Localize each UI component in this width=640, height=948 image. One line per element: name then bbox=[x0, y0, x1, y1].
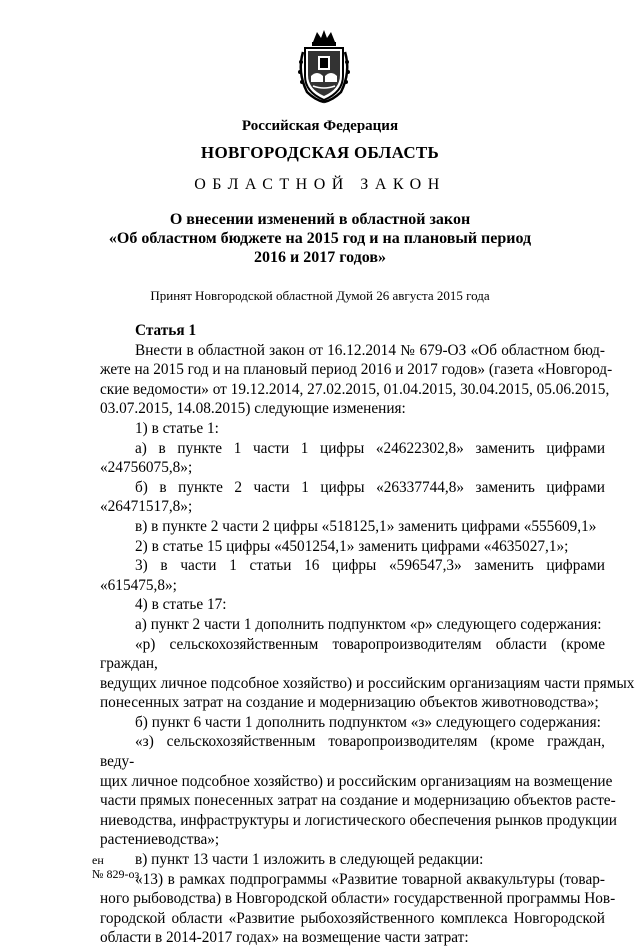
law-title-line: «Об областном бюджете на 2015 год и на плановый период bbox=[108, 230, 532, 247]
intro-line: жете на 2015 год и на плановый период 2016 и 2017 годов» (газета «Новгород- bbox=[100, 361, 613, 379]
list-item: 4) в статье 17: bbox=[135, 596, 227, 614]
list-item: 1) в статье 1: bbox=[135, 419, 219, 437]
list-item: 2) в статье 15 цифры «4501254,1» заменить цифрами «4635027,1»; bbox=[135, 537, 569, 555]
intro-line: ские ведомости» от 19.12.2014, 27.02.2015, 01.04.2015, 30.04.2015, 05.06.2015, bbox=[100, 380, 610, 398]
subitem-line: «13) в рамках подпрограммы «Развитие товарной аквакультуры (товар- bbox=[135, 870, 605, 888]
subitem-line: растениеводства»; bbox=[100, 831, 220, 849]
list-item: в) пункт 13 части 1 изложить в следующей редакции: bbox=[135, 851, 484, 869]
list-item: а) пункт 2 части 1 дополнить подпунктом «р» следующего содержания: bbox=[135, 615, 602, 633]
subitem-line: части прямых понесенных затрат на создание и модернизацию объектов расте- bbox=[100, 792, 616, 810]
region-heading: НОВГОРОДСКАЯ ОБЛАСТЬ bbox=[200, 143, 440, 162]
law-title-line: 2016 и 2017 годов» bbox=[254, 249, 386, 266]
law-title-line: О внесении изменений в областной закон bbox=[169, 211, 471, 228]
footer-doc-number: № 829-оз bbox=[92, 867, 140, 881]
footer-initials: ен bbox=[92, 853, 104, 867]
subitem-z bbox=[100, 732, 617, 850]
article-body bbox=[100, 321, 635, 948]
subitem-line: ного рыбоводства) в Новгородской области» государственной программы Нов- bbox=[100, 890, 616, 908]
subitem-r bbox=[100, 635, 635, 713]
subitem-line: городской области «Развитие рыбохозяйственного комплекса Новгородской bbox=[100, 909, 605, 927]
adoption-note: Принят Новгородской областной Думой 26 августа 2015 года bbox=[150, 288, 490, 303]
subitem-line: ведущих личное подсобное хозяйство) и российским организациям части прямых bbox=[100, 674, 635, 692]
list-item: а) в пункте 1 части 1 цифры «24622302,8» заменить цифрами «24756075,8»; bbox=[100, 439, 605, 477]
list-item: 3) в части 1 статьи 16 цифры «596547,3» заменить цифрами «615475,8»; bbox=[100, 557, 605, 594]
subitem-13 bbox=[100, 870, 616, 948]
subitem-line: щих личное подсобное хозяйство) и российским организациям на возмещение bbox=[100, 772, 613, 790]
doc-type-heading: ОБЛАСТНОЙ ЗАКОН bbox=[194, 176, 446, 193]
subitem-line: понесенных затрат на создание и модернизацию объектов животноводства»; bbox=[100, 694, 599, 712]
list-item: б) пункт 6 части 1 дополнить подпунктом «з» следующего содержания: bbox=[135, 713, 601, 731]
article-heading: Статья 1 bbox=[135, 322, 197, 339]
document-footer bbox=[92, 853, 139, 881]
subitem-line: ниеводства, инфраструктуры и логистического обеспечения рынков продукции bbox=[100, 811, 617, 829]
law-title bbox=[0, 210, 640, 267]
list-item: б) в пункте 2 части 1 цифры «26337744,8» заменить цифрами «26471517,8»; bbox=[100, 478, 605, 516]
federation-heading: Российская Федерация bbox=[241, 118, 399, 134]
subitem-line: области в 2014-2017 годах» на возмещение части затрат: bbox=[100, 929, 469, 947]
coat-of-arms-emblem bbox=[293, 28, 355, 104]
article-intro bbox=[100, 341, 613, 419]
subitem-line: «з) сельскохозяйственным товаропроизводителям (кроме граждан, веду- bbox=[100, 733, 605, 771]
list-item: в) в пункте 2 части 2 цифры «518125,1» заменить цифрами «555609,1» bbox=[135, 517, 597, 535]
intro-line: Внести в областной закон от 16.12.2014 № 679-ОЗ «Об областном бюд- bbox=[135, 341, 605, 359]
intro-line: 03.07.2015, 14.08.2015) следующие изменения: bbox=[100, 400, 406, 418]
subitem-line: «р) сельскохозяйственным товаропроизводителям области (кроме граждан, bbox=[100, 635, 605, 673]
